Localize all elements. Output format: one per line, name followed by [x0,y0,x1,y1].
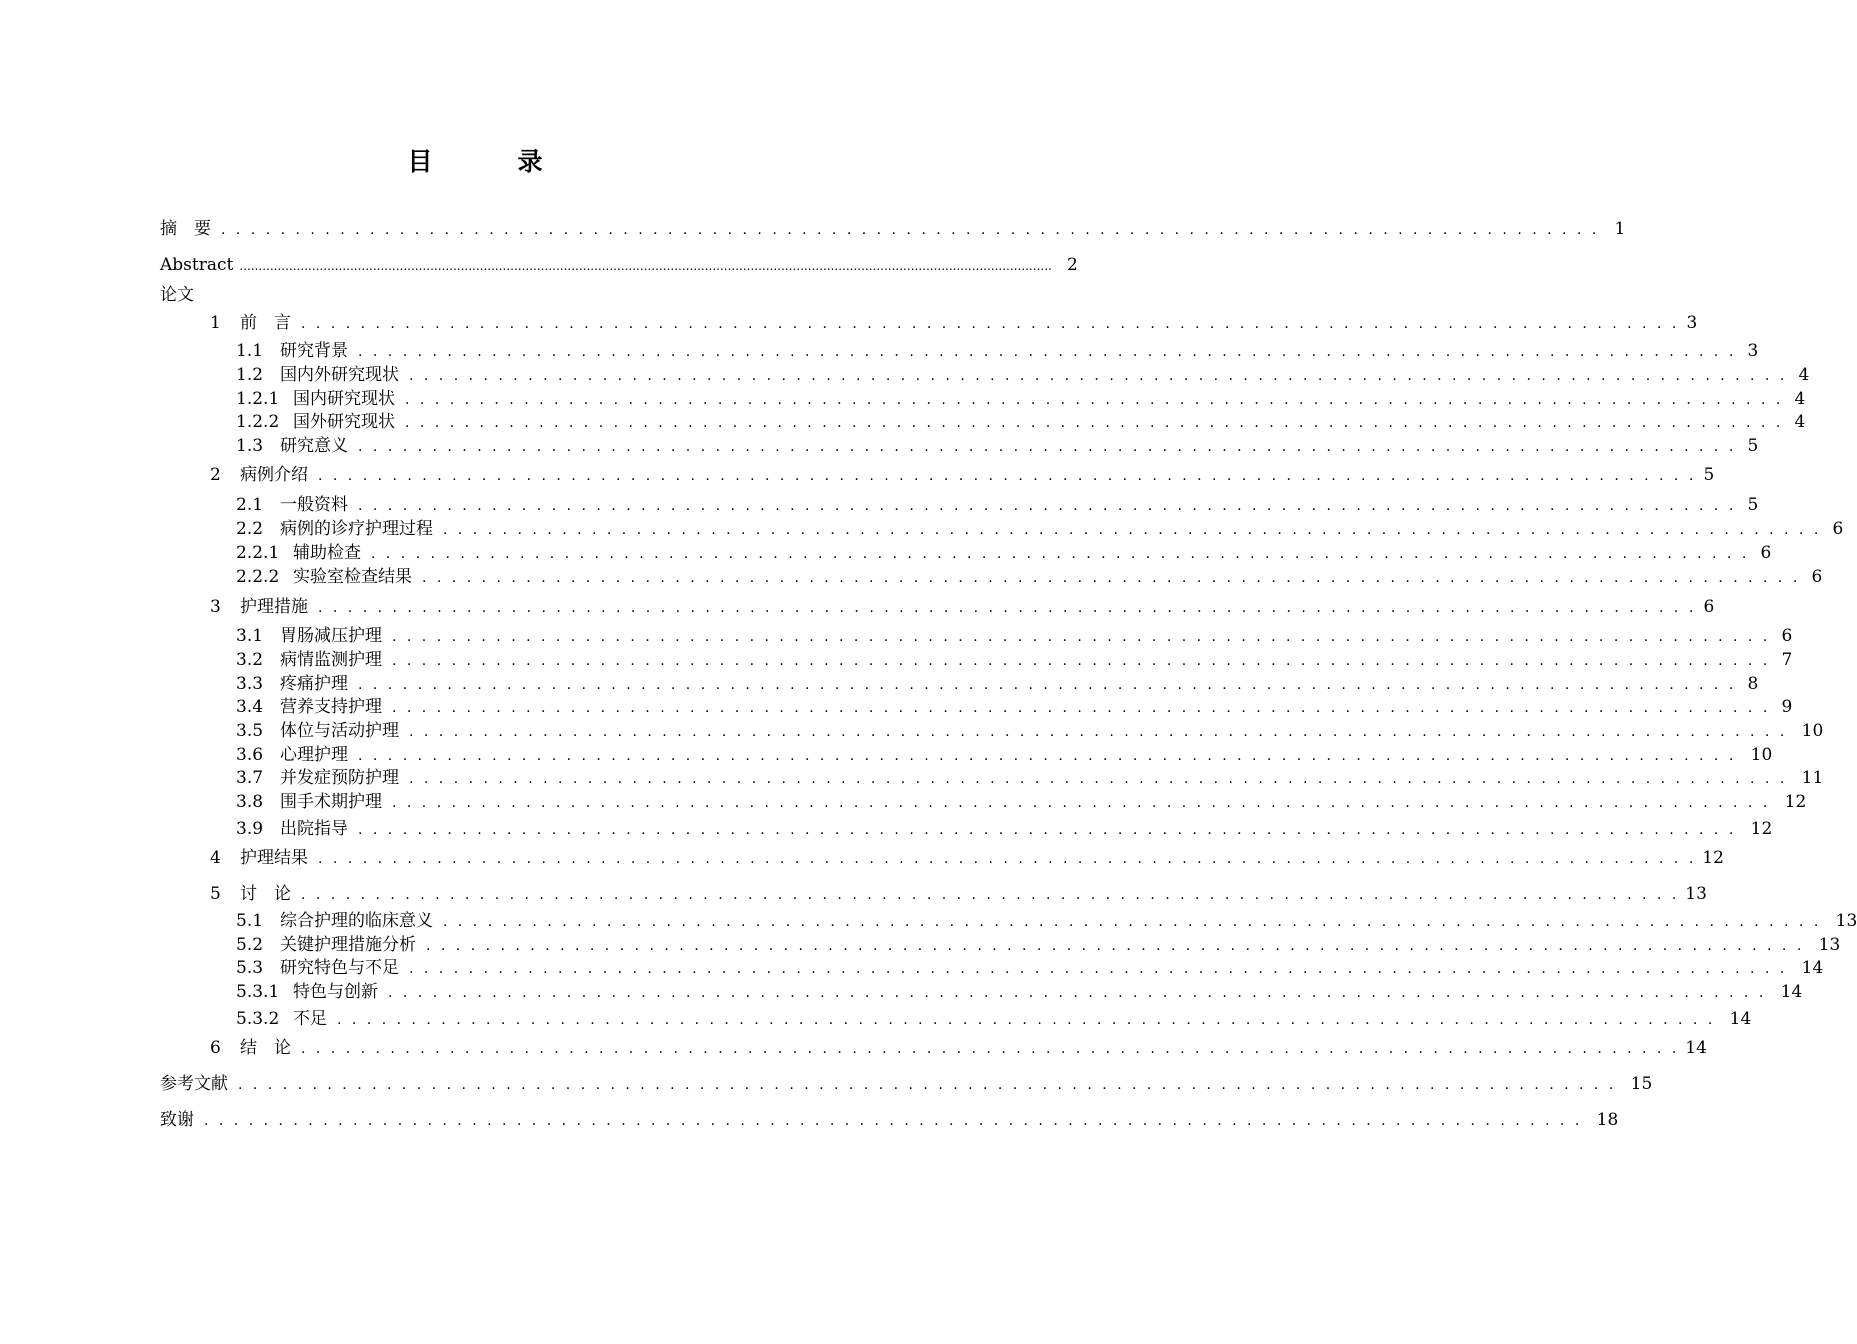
toc-entry-label [160,254,233,276]
dot-leader: . . . . . . . . . . . . . . . . . . . . . . . . . . . . . . . . . . . . . . . . . . . . . . . . . . . . . . . . . . . . . . . . . . . . . . . . . . . . . . . . . . . . . . . . . . . . . [358,344,1737,360]
dot-leader: . . . . . . . . . . . . . . . . . . . . . . . . . . . . . . . . . . . . . . . . . . . . . . . . . . . . . . . . . . . . . . . . . . . . . . . . . . . . . . . . . . . . . . . . . . . . . [318,468,1697,484]
dot-leader: . . . . . . . . . . . . . . . . . . . . . . . . . . . . . . . . . . . . . . . . . . . . . . . . . . . . . . . . . . . . . . . . . . . . . . . . . . . . . . . . . . . . . . . . . . . . . [301,1041,1680,1057]
toc-entry-number: 3.6 [236,745,264,765]
toc-page-number: 1 [1614,219,1626,239]
toc-entry-6[interactable] [210,1037,1707,1060]
toc-entry-label [210,464,308,486]
toc-entry-label [210,596,308,618]
toc-entry-title: 辅助检查 [293,543,361,563]
toc-page-number: 10 [1801,721,1824,741]
toc-entry-title: 病情监测护理 [280,650,382,670]
toc-entry-title: 胃肠减压护理 [280,626,382,646]
toc-entry-title: 关键护理措施分析 [280,935,416,955]
toc-entry-label [236,767,399,789]
toc-entry-number: 2.2 [236,519,264,539]
toc-entry-label [236,388,395,410]
toc-entry-label [236,494,348,516]
toc-page-number: 9 [1781,697,1793,717]
dot-leader: . . . . . . . . . . . . . . . . . . . . . . . . . . . . . . . . . . . . . . . . . . . . . . . . . . . . . . . . . . . . . . . . . . . . . . . . . . . . . . . . . . . . . . . . . . . . . [358,439,1737,455]
dot-leader: . . . . . . . . . . . . . . . . . . . . . . . . . . . . . . . . . . . . . . . . . . . . . . . . . . . . . . . . . . . . . . . . . . . . . . . . . . . . . . . . . . . . . . . . . . . . . [358,498,1737,514]
dot-leader: . . . . . . . . . . . . . . . . . . . . . . . . . . . . . . . . . . . . . . . . . . . . . . . . . . . . . . . . . . . . . . . . . . . . . . . . . . . . . . . . . . . . . . . . . . . . . [409,961,1788,977]
dot-leader: . . . . . . . . . . . . . . . . . . . . . . . . . . . . . . . . . . . . . . . . . . . . . . . . . . . . . . . . . . . . . . . . . . . . . . . . . . . . . . . . . . . . . . . . . . . . . [318,600,1697,616]
toc-page-number: 4 [1794,412,1806,432]
toc-entry-3-9[interactable] [236,818,1773,841]
toc-entry-number: 1.3 [236,436,264,456]
toc-entry-2-2-2[interactable] [236,566,1823,589]
toc-entry-title: 国内研究现状 [293,389,395,409]
toc-entry-5-3-1[interactable] [236,981,1803,1004]
toc-page-number: 14 [1780,982,1803,1002]
toc-entry-title: 研究特色与不足 [280,958,399,978]
toc-page-number: 5 [1747,495,1759,515]
toc-entry-title: 心理护理 [280,745,348,765]
dot-leader: . . . . . . . . . . . . . . . . . . . . . . . . . . . . . . . . . . . . . . . . . . . . . . . . . . . . . . . . . . . . . . . . . . . . . . . . . . . . . . . . . . . . . . . . . . . . . [238,1077,1617,1093]
dot-leader: . . . . . . . . . . . . . . . . . . . . . . . . . . . . . . . . . . . . . . . . . . . . . . . . . . . . . . . . . . . . . . . . . . . . . . . . . . . . . . . . . . . . . . . . . . . . . [392,795,1771,811]
toc-entry-3-6[interactable] [236,744,1773,767]
toc-entry-number: 2.2.1 [236,543,280,563]
toc-entry-label [236,435,348,457]
toc-entry-label [160,1073,228,1095]
toc-page-number: 4 [1794,389,1806,409]
toc-entry-label [236,673,348,695]
dot-leader: . . . . . . . . . . . . . . . . . . . . . . . . . . . . . . . . . . . . . . . . . . . . . . . . . . . . . . . . . . . . . . . . . . . . . . . . . . . . . . . . . . . . . . . . . . . . . [409,771,1788,787]
dot-leader: . . . . . . . . . . . . . . . . . . . . . . . . . . . . . . . . . . . . . . . . . . . . . . . . . . . . . . . . . . . . . . . . . . . . . . . . . . . . . . . . . . . . . . . . . . . . . [358,677,1737,693]
toc-entry-number: 6 [210,1038,221,1058]
dot-leader: . . . . . . . . . . . . . . . . . . . . . . . . . . . . . . . . . . . . . . . . . . . . . . . . . . . . . . . . . . . . . . . . . . . . . . . . . . . . . . . . . . . . . . . . . . . . . [405,392,1784,408]
dot-leader: . . . . . . . . . . . . . . . . . . . . . . . . . . . . . . . . . . . . . . . . . . . . . . . . . . . . . . . . . . . . . . . . . . . . . . . . . . . . . . . . . . . . . . . . . . . . . [426,938,1805,954]
toc-entry-number: 3 [210,597,221,617]
toc-entry-number: 3.9 [236,819,264,839]
toc-entry-title: 护理结果 [240,848,308,868]
toc-entry-label [236,934,416,956]
dot-leader: . . . . . . . . . . . . . . . . . . . . . . . . . . . . . . . . . . . . . . . . . . . . . . . . . . . . . . . . . . . . . . . . . . . . . . . . . . . . . . . . . . . . . . . . . . . . . [392,629,1771,645]
toc-entry-abstract-cn[interactable] [160,218,1626,241]
toc-page-number: 12 [1784,792,1807,812]
dot-leader: . . . . . . . . . . . . . . . . . . . . . . . . . . . . . . . . . . . . . . . . . . . . . . . . . . . . . . . . . . . . . . . . . . . . . . . . . . . . . . . . . . . . . . . . . . . . . [204,1113,1583,1129]
toc-entry-title: 前 言 [240,313,291,333]
toc-entry-number: 5.2 [236,935,264,955]
toc-page-number: 8 [1747,674,1759,694]
toc-entry-title: 疼痛护理 [280,674,348,694]
toc-entry-title: 研究意义 [280,436,348,456]
toc-entry-number: 1.1 [236,341,264,361]
toc-entry-1-2-2[interactable] [236,411,1806,434]
toc-page-number: 18 [1596,1110,1619,1130]
toc-entry-title: 国外研究现状 [293,412,395,432]
dot-leader: . . . . . . . . . . . . . . . . . . . . . . . . . . . . . . . . . . . . . . . . . . . . . . . . . . . . . . . . . . . . . . . . . . . . . . . . . . . . . . . . . . . . . . . . . . . . . [358,822,1737,838]
toc-page-number: 6 [1760,543,1772,563]
toc-entry-number: 4 [210,848,221,868]
toc-entry-title: 出院指导 [280,819,348,839]
toc-entry-3-2[interactable] [236,649,1793,672]
toc-page-number: 15 [1630,1074,1653,1094]
toc-entry-title: 综合护理的临床意义 [280,911,433,931]
toc-entry-title: 参考文献 [160,1074,228,1094]
toc-entry-title: 结 论 [240,1038,291,1058]
toc-entry-label [210,1037,291,1059]
toc-entry-label [160,218,211,240]
toc-entry-1-3[interactable] [236,435,1759,458]
toc-entry-label [236,566,412,588]
toc-entry-3-8[interactable] [236,791,1807,814]
dot-leader: ..................................................................................................................................................................................................................... [239,259,1052,273]
toc-entry-title: Abstract [160,255,234,275]
toc-entry-label [236,649,382,671]
section-heading: 论文 [160,285,194,305]
dot-leader: . . . . . . . . . . . . . . . . . . . . . . . . . . . . . . . . . . . . . . . . . . . . . . . . . . . . . . . . . . . . . . . . . . . . . . . . . . . . . . . . . . . . . . . . . . . . . [409,724,1788,740]
toc-entry-number: 5 [210,884,221,904]
toc-entry-label [236,957,399,979]
dot-leader: . . . . . . . . . . . . . . . . . . . . . . . . . . . . . . . . . . . . . . . . . . . . . . . . . . . . . . . . . . . . . . . . . . . . . . . . . . . . . . . . . . . . . . . . . . . . . [405,415,1784,431]
toc-entry-references[interactable] [160,1073,1653,1096]
toc-page-number: 6 [1703,597,1715,617]
toc-entry-title: 研究背景 [280,341,348,361]
toc-entry-2-1[interactable] [236,494,1759,517]
toc-page-number: 14 [1801,958,1824,978]
toc-entry-label [236,542,361,564]
toc-page-number: 13 [1818,935,1841,955]
toc-entry-title: 并发症预防护理 [280,768,399,788]
toc-entry-number: 1 [210,313,221,333]
toc-entry-number: 3.3 [236,674,264,694]
toc-entry-title: 体位与活动护理 [280,721,399,741]
toc-entry-5-1[interactable] [236,910,1857,933]
toc-page-number: 14 [1729,1009,1752,1029]
toc-entry-label [210,312,291,334]
toc-entry-title: 国内外研究现状 [280,365,399,385]
toc-entry-1[interactable] [210,312,1698,335]
toc-page-number: 6 [1811,567,1823,587]
toc-entry-label [236,411,395,433]
toc-entry-label [236,364,399,386]
toc-entry-label [160,1109,194,1131]
toc-entry-5-3[interactable] [236,957,1824,980]
toc-entry-number: 5.1 [236,911,264,931]
toc-page-number: 11 [1801,768,1824,788]
dot-leader: . . . . . . . . . . . . . . . . . . . . . . . . . . . . . . . . . . . . . . . . . . . . . . . . . . . . . . . . . . . . . . . . . . . . . . . . . . . . . . . . . . . . . . . . . . . . . [371,546,1750,562]
toc-entry-label [210,883,291,905]
toc-entry-number: 3.1 [236,626,264,646]
toc-entry-number: 2.1 [236,495,264,515]
toc-entry-title: 不足 [293,1009,327,1029]
dot-leader: . . . . . . . . . . . . . . . . . . . . . . . . . . . . . . . . . . . . . . . . . . . . . . . . . . . . . . . . . . . . . . . . . . . . . . . . . . . . . . . . . . . . . . . . . . . . . [392,653,1771,669]
dot-leader: . . . . . . . . . . . . . . . . . . . . . . . . . . . . . . . . . . . . . . . . . . . . . . . . . . . . . . . . . . . . . . . . . . . . . . . . . . . . . . . . . . . . . . . . . . . . . [443,522,1822,538]
toc-entry-number: 1.2 [236,365,264,385]
toc-entry-3-7[interactable] [236,767,1824,790]
toc-entry-2[interactable] [210,464,1715,487]
toc-page-number: 5 [1747,436,1759,456]
toc-entry-2-2[interactable] [236,518,1844,541]
toc-entry-label [236,910,433,932]
dot-leader: . . . . . . . . . . . . . . . . . . . . . . . . . . . . . . . . . . . . . . . . . . . . . . . . . . . . . . . . . . . . . . . . . . . . . . . . . . . . . . . . . . . . . . . . . . . . . [422,570,1801,586]
toc-entry-label [210,847,308,869]
toc-entry-title: 实验室检查结果 [293,567,412,587]
toc-entry-number: 2.2.2 [236,567,280,587]
toc-entry-abstract-en[interactable] [160,254,1078,277]
toc-entry-1-2[interactable] [236,364,1810,387]
toc-entry-title: 致谢 [160,1110,194,1130]
toc-page-number: 2 [1067,255,1078,275]
toc-page-number: 10 [1750,745,1773,765]
toc-entry-title: 特色与创新 [293,982,378,1002]
toc-page-number: 13 [1835,911,1857,931]
toc-entry-number: 5.3.2 [236,1009,280,1029]
toc-entry-title: 病例的诊疗护理过程 [280,519,433,539]
toc-entry-title: 围手术期护理 [280,792,382,812]
toc-entry-number: 3.7 [236,768,264,788]
toc-entry-label [236,981,378,1003]
toc-entry-number: 1.2.1 [236,389,280,409]
toc-entry-5[interactable] [210,883,1707,906]
toc-entry-number: 3.4 [236,697,264,717]
toc-entry-number: 3.5 [236,721,264,741]
toc-entry-number: 3.8 [236,792,264,812]
toc-page-number: 14 [1685,1038,1707,1058]
toc-entry-title: 病例介绍 [240,465,308,485]
toc-entry-3[interactable] [210,596,1715,619]
toc-entry-title: 一般资料 [280,495,348,515]
toc-entry-3-5[interactable] [236,720,1824,743]
toc-entry-label [236,818,348,840]
toc-entry-3-1[interactable] [236,625,1793,648]
toc-entry-1-1[interactable] [236,340,1759,363]
toc-page-number: 7 [1781,650,1793,670]
toc-entry-1-2-1[interactable] [236,388,1806,411]
toc-entry-label [236,518,433,540]
page-title: 目 录 [407,147,573,176]
toc-entry-label [236,696,382,718]
toc-entry-label [236,625,382,647]
dot-leader: . . . . . . . . . . . . . . . . . . . . . . . . . . . . . . . . . . . . . . . . . . . . . . . . . . . . . . . . . . . . . . . . . . . . . . . . . . . . . . . . . . . . . . . . . . . . . [443,914,1822,930]
dot-leader: . . . . . . . . . . . . . . . . . . . . . . . . . . . . . . . . . . . . . . . . . . . . . . . . . . . . . . . . . . . . . . . . . . . . . . . . . . . . . . . . . . . . . . . . . . . . . [337,1012,1716,1028]
toc-entry-number: 2 [210,465,221,485]
toc-page-number: 6 [1832,519,1844,539]
toc-entry-acknowledgements[interactable] [160,1109,1619,1132]
toc-entry-label [236,744,348,766]
toc-entry-3-3[interactable] [236,673,1759,696]
toc-entry-5-3-2[interactable] [236,1008,1752,1031]
toc-page-number: 3 [1686,313,1698,333]
toc-page-number: 5 [1703,465,1715,485]
toc-entry-number: 5.3.1 [236,982,280,1002]
toc-entry-2-2-1[interactable] [236,542,1772,565]
dot-leader: . . . . . . . . . . . . . . . . . . . . . . . . . . . . . . . . . . . . . . . . . . . . . . . . . . . . . . . . . . . . . . . . . . . . . . . . . . . . . . . . . . . . . . . . . . . . . [301,316,1680,332]
dot-leader: . . . . . . . . . . . . . . . . . . . . . . . . . . . . . . . . . . . . . . . . . . . . . . . . . . . . . . . . . . . . . . . . . . . . . . . . . . . . . . . . . . . . . . . . . . . . . [409,368,1788,384]
dot-leader: . . . . . . . . . . . . . . . . . . . . . . . . . . . . . . . . . . . . . . . . . . . . . . . . . . . . . . . . . . . . . . . . . . . . . . . . . . . . . . . . . . . . . . . . . . . . . [358,748,1737,764]
toc-entry-number: 1.2.2 [236,412,280,432]
toc-entry-title: 摘 要 [160,219,211,239]
dot-leader: . . . . . . . . . . . . . . . . . . . . . . . . . . . . . . . . . . . . . . . . . . . . . . . . . . . . . . . . . . . . . . . . . . . . . . . . . . . . . . . . . . . . . . . . . . . . . [301,887,1680,903]
toc-entry-number: 3.2 [236,650,264,670]
toc-entry-title: 营养支持护理 [280,697,382,717]
toc-entry-label [236,340,348,362]
toc-page-number: 3 [1747,341,1759,361]
toc-entry-3-4[interactable] [236,696,1793,719]
toc-page-number: 12 [1750,819,1773,839]
toc-entry-label [236,1008,327,1030]
dot-leader: . . . . . . . . . . . . . . . . . . . . . . . . . . . . . . . . . . . . . . . . . . . . . . . . . . . . . . . . . . . . . . . . . . . . . . . . . . . . . . . . . . . . . . . . . . . . . [388,985,1767,1001]
toc-page-number: 12 [1702,848,1724,868]
toc-entry-number: 5.3 [236,958,264,978]
dot-leader: . . . . . . . . . . . . . . . . . . . . . . . . . . . . . . . . . . . . . . . . . . . . . . . . . . . . . . . . . . . . . . . . . . . . . . . . . . . . . . . . . . . . . . . . . . . . . [318,851,1697,867]
toc-page-number: 13 [1685,884,1707,904]
toc-entry-label [236,791,382,813]
toc-entry-5-2[interactable] [236,934,1841,957]
toc-page-number: 6 [1781,626,1793,646]
dot-leader: . . . . . . . . . . . . . . . . . . . . . . . . . . . . . . . . . . . . . . . . . . . . . . . . . . . . . . . . . . . . . . . . . . . . . . . . . . . . . . . . . . . . . . . . . . . . . [392,700,1771,716]
toc-page-number: 4 [1798,365,1810,385]
toc-entry-title: 护理措施 [240,597,308,617]
toc-entry-4[interactable] [210,847,1724,870]
dot-leader: . . . . . . . . . . . . . . . . . . . . . . . . . . . . . . . . . . . . . . . . . . . . . . . . . . . . . . . . . . . . . . . . . . . . . . . . . . . . . . . . . . . . . . . . . . . . . [221,222,1600,238]
toc-entry-title: 讨 论 [240,884,291,904]
toc-entry-label [236,720,399,742]
